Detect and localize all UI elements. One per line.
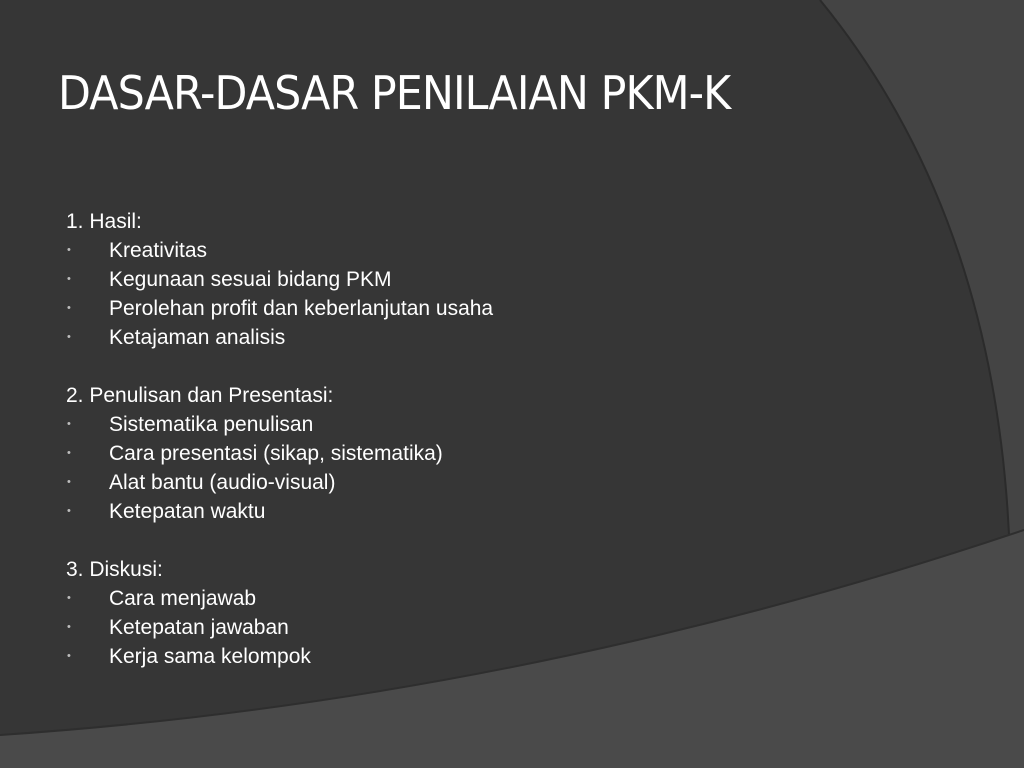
list-item-label: Sistematika penulisan: [109, 413, 314, 436]
list-item-label: Cara presentasi (sikap, sistematika): [109, 442, 443, 465]
bullet-icon: •: [67, 244, 71, 256]
section-heading: 3. Diskusi:: [66, 558, 163, 581]
list-item-label: Kegunaan sesuai bidang PKM: [109, 268, 392, 291]
list-item-label: Kerja sama kelompok: [109, 645, 311, 668]
list-item-label: Alat bantu (audio-visual): [109, 471, 336, 494]
bullet-icon: •: [67, 447, 71, 459]
section-heading: 2. Penulisan dan Presentasi:: [66, 384, 334, 407]
list-item-label: Cara menjawab: [109, 587, 257, 610]
section-penulisan-presentasi: [66, 381, 926, 526]
bullet-icon: •: [67, 476, 71, 488]
bullet-icon: •: [67, 621, 71, 633]
slide-title: DASAR-DASAR PENILAIAN PKM-K: [58, 66, 731, 120]
bullet-icon: •: [67, 331, 71, 343]
list-item-label: Perolehan profit dan keberlanjutan usaha: [109, 297, 494, 320]
bullet-icon: •: [67, 592, 71, 604]
section-hasil: [66, 207, 926, 352]
list-item: [66, 323, 926, 352]
section-diskusi: [66, 555, 926, 671]
list-item: [66, 497, 926, 526]
bullet-icon: •: [67, 650, 71, 662]
list-item: [66, 468, 926, 497]
list-item: [66, 265, 926, 294]
section-heading: 1. Hasil:: [66, 210, 142, 233]
list-item-label: Kreativitas: [109, 239, 208, 262]
list-item: [66, 410, 926, 439]
list-item: [66, 439, 926, 468]
list-item-label: Ketepatan jawaban: [109, 616, 289, 639]
list-item: [66, 236, 926, 265]
list-item: [66, 584, 926, 613]
list-item: [66, 642, 926, 671]
list-item: [66, 613, 926, 642]
bullet-icon: •: [67, 418, 71, 430]
bullet-icon: •: [67, 302, 71, 314]
slide-content: [66, 207, 926, 700]
list-item-label: Ketajaman analisis: [109, 326, 286, 349]
bullet-icon: •: [67, 505, 71, 517]
bullet-icon: •: [67, 273, 71, 285]
list-item: [66, 294, 926, 323]
list-item-label: Ketepatan waktu: [109, 500, 266, 523]
